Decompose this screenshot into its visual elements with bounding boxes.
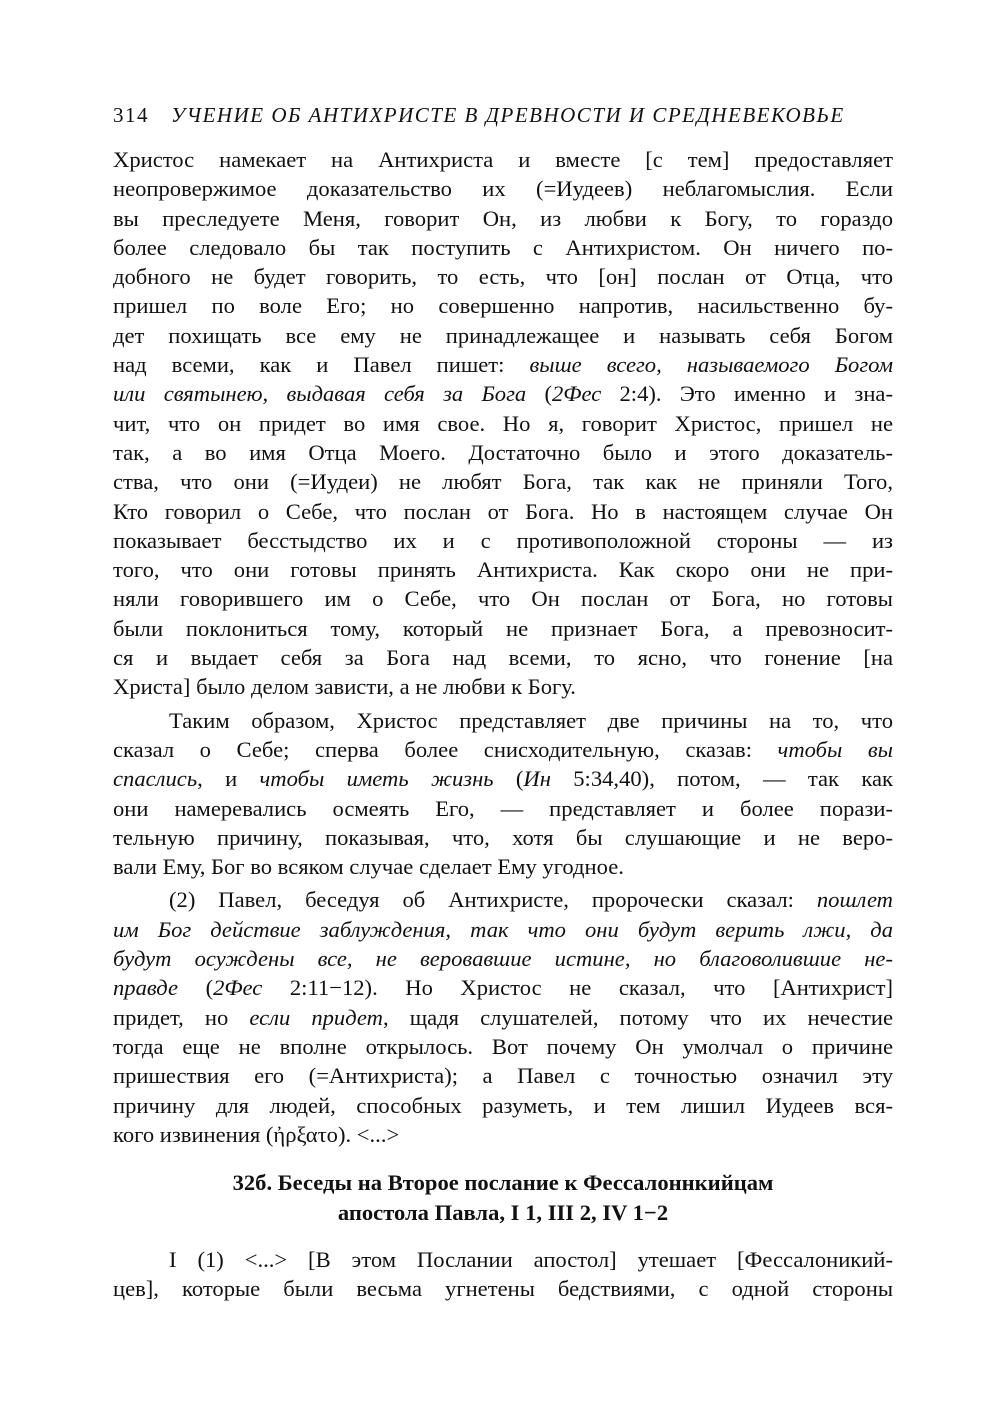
text-line: кого извинения (ἠρξατο). <...>: [113, 1121, 400, 1147]
text-line: няли говорившего им о Себе, что Он послан от Бога, но готовы: [113, 586, 893, 612]
text-segment: , щадя слушателей, потому что их нечестие: [382, 1004, 894, 1030]
text-line: добного не будет говорить, то есть, что [он] послан от Отца, что: [113, 264, 893, 290]
text-line: [113, 379, 893, 408]
text-line: более следовало бы так поступить с Антихристом. Он ничего по-: [113, 234, 893, 260]
text-line: [113, 764, 893, 793]
text-line: ся и выдает себя за Бога над всеми, то ясно, что гонение [на: [113, 645, 893, 671]
section-heading: [113, 1168, 893, 1228]
text-line: тогда еще не вполне открылось. Вот почему Он умолчал о причине: [113, 1033, 893, 1059]
text-line: так, а во имя Отца Моего. Достаточно было и этого доказатель-: [113, 439, 893, 465]
text-line: тельную причину, показывая, что, хотя бы слушающие и не веро-: [113, 824, 893, 850]
text-segment: 2:4). Это именно и зна-: [601, 381, 893, 407]
paragraph-4: [113, 1245, 893, 1304]
main-text: [113, 145, 893, 1149]
text-line: I (1) <...> [В этом Послании апостол] утешает [Фессалоникий-: [169, 1247, 893, 1272]
text-segment: сказал о Себе; сперва более снисходительную, сказав:: [113, 736, 778, 762]
text-segment: , и: [197, 766, 260, 792]
text-line: неопровержимое доказательство их (=Иудеев) неблагомыслия. Если: [113, 176, 893, 202]
quote-italic: выше всего, называемого Богом: [529, 352, 894, 378]
quote-italic: чтобы вы: [777, 736, 893, 762]
running-title: УЧЕНИЕ ОБ АНТИХРИСТЕ В ДРЕВНОСТИ И СРЕДНЕВЕКОВЬЕ: [171, 103, 845, 127]
text-line: пришествия его (=Антихриста); а Павел с точностью означил эту: [113, 1063, 893, 1089]
paragraph-2: [113, 706, 893, 882]
text-line: Кто говорил о Себе, что послан от Бога. Но в настоящем случае Он: [113, 498, 893, 524]
text-segment: 5:34,40), потом, — так как: [550, 766, 893, 792]
text-segment: придет, но: [113, 1004, 250, 1030]
text-line: пришел по воле Его; но совершенно напротив, насильственно бу-: [113, 293, 893, 319]
text-line: будут осуждены все, не веровавшие истине, но благоволившие не-: [113, 946, 893, 972]
text-segment: над всеми, как и Павел пишет:: [113, 352, 530, 378]
text-line: причину для людей, способных разуметь, и тем лишил Иудеев вся-: [113, 1092, 893, 1118]
text-line: чит, что он придет во имя свое. Но я, говорит Христос, пришел не: [113, 410, 893, 436]
text-line: им Бог действие заблуждения, так что они будут верить лжи, да: [113, 916, 893, 942]
text-line: [113, 885, 893, 914]
text-line: того, что они готовы принять Антихриста. Как скоро они не при-: [113, 557, 893, 583]
paragraph-3: [113, 885, 893, 1149]
quote-italic: пошлет: [816, 887, 893, 913]
page-number: 314: [113, 103, 149, 127]
text-line: показывает бесстыдство их и с противоположной стороны — из: [113, 527, 893, 553]
text-line: цев], которые были весьма угнетены бедствиями, с одной стороны: [113, 1276, 893, 1302]
paragraph-1: [113, 145, 893, 702]
text-line: ства, что они (=Иудеи) не любят Бога, так как не приняли Того,: [113, 469, 893, 495]
text-line: [113, 350, 893, 379]
text-line: [113, 973, 893, 1002]
quote-italic: чтобы иметь жизнь: [259, 766, 494, 792]
citation-italic: Ин: [523, 766, 551, 792]
text-segment: (: [178, 975, 214, 1001]
quote-italic: правде: [113, 975, 179, 1001]
quote-italic: если придет: [249, 1004, 383, 1030]
text-segment: (: [526, 381, 552, 407]
text-segment: (: [493, 766, 524, 792]
section-heading-line: 32б. Беседы на Второе послание к Фессалоннкийцам: [232, 1170, 774, 1195]
text-line: вали Ему, Бог во всяком случае сделает Ему угодное.: [113, 854, 624, 880]
citation-italic: 2Фес: [552, 381, 602, 407]
text-line: Христос намекает на Антихриста и вместе [с тем] предоставляет: [113, 147, 893, 172]
section-heading-line: апостола Павла, I 1, III 2, IV 1−2: [337, 1200, 669, 1225]
text-line: они намеревались осмеять Его, — представляет и более порази-: [113, 795, 893, 821]
citation-italic: 2Фес: [213, 975, 263, 1001]
text-line: дет похищать все ему не принадлежащее и называть себя Богом: [113, 322, 893, 348]
text-line: Таким образом, Христос представляет две причины на то, что: [169, 707, 893, 733]
text-line: вы преследуете Меня, говорит Он, из любви к Богу, то гораздо: [113, 205, 893, 231]
quote-italic: спаслись: [113, 766, 198, 792]
text-line: были поклониться тому, который не признает Бога, а превозносит-: [113, 615, 893, 641]
text-line: [113, 735, 893, 764]
text-segment: 2:11−12). Но Христос не сказал, что [Антихрист]: [262, 975, 893, 1001]
text-line: Христа] было делом зависти, а не любви к Богу.: [113, 674, 576, 700]
running-header: [113, 103, 893, 133]
text-segment: (2) Павел, беседуя об Антихристе, пророчески сказал:: [169, 887, 817, 913]
text-line: [113, 1003, 893, 1032]
quote-italic: или святынею, выдавая себя за Бога: [113, 381, 527, 407]
